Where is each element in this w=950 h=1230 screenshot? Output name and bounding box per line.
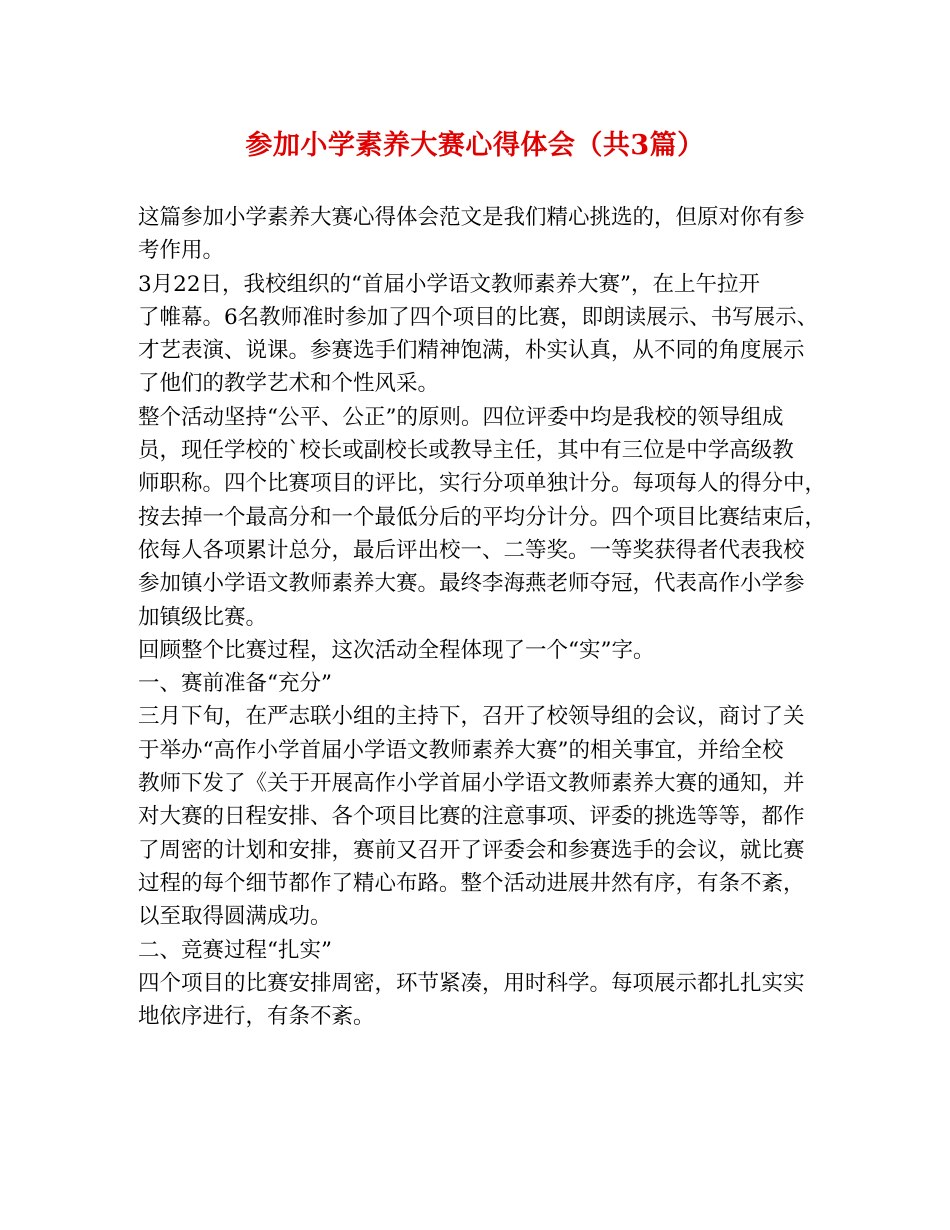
text-line: 三月下旬，在严志联小组的主持下，召开了校领导组的会议，商讨了关 [138,704,805,730]
text-line: 师职称。四个比赛项目的评比，实行分项单独计分。每项每人的得分中， [138,471,827,497]
text-line: 这篇参加小学素养大赛心得体会范文是我们精心挑选的，但原对你有参 [138,205,805,230]
text-line: 按去掉一个最高分和一个最低分后的平均分计分。四个项目比赛结束后， [138,504,827,530]
text-line: 整个活动坚持“公平、公正”的原则。四位评委中均是我校的领导组成 [138,404,784,430]
text-line: 依每人各项累计总分，最后评出校一、二等奖。一等奖获得者代表我校 [138,537,805,563]
text-line: 员，现任学校的`校长或副校长或教导主任，其中有三位是中学高级教 [138,438,794,464]
text-line: 考作用。 [138,238,225,264]
text-line: 回顾整个比赛过程，这次活动全程体现了一个“实”字。 [138,637,655,663]
text-line: 加镇级比赛。 [138,604,268,630]
text-line: 了周密的计划和安排，赛前又召开了评委会和参赛选手的会议，就比赛 [138,837,805,863]
text-line: 以至取得圆满成功。 [138,904,332,930]
text-line: 地依序进行，有条不紊。 [138,1004,375,1030]
text-line: 四个项目的比赛安排周密，环节紧凑，用时科学。每项展示都扎扎实实 [138,970,805,996]
text-line: 于举办“高作小学首届小学语文教师素养大赛”的相关事宜，并给全校 [138,737,784,763]
text-line: 3月22日，我校组织的“首届小学语文教师素养大赛”，在上午拉开 [138,271,761,297]
text-line: 二、竞赛过程“扎实” [138,937,332,963]
text-line: 了他们的教学艺术和个性风采。 [138,371,440,397]
text-line: 过程的每个细节都作了精心布路。整个活动进展井然有序，有条不紊， [138,870,805,896]
text-line: 教师下发了《关于开展高作小学首届小学语文教师素养大赛的通知，并 [138,771,805,797]
text-line: 一、赛前准备“充分” [138,671,332,697]
text-line: 参加镇小学语文教师素养大赛。最终李海燕老师夺冠，代表高作小学参 [138,571,805,597]
text-line: 才艺表演、说课。参赛选手们精神饱满，朴实认真，从不同的角度展示 [138,338,805,364]
text-line: 了帷幕。6名教师准时参加了四个项目的比赛，即朗读展示、书写展示、 [138,304,819,330]
text-line: 对大赛的日程安排、各个项目比赛的注意事项、评委的挑选等等，都作 [138,804,805,830]
document-body [138,201,827,1033]
document-title: 参加小学素养大赛心得体会（共3篇） [245,130,705,161]
